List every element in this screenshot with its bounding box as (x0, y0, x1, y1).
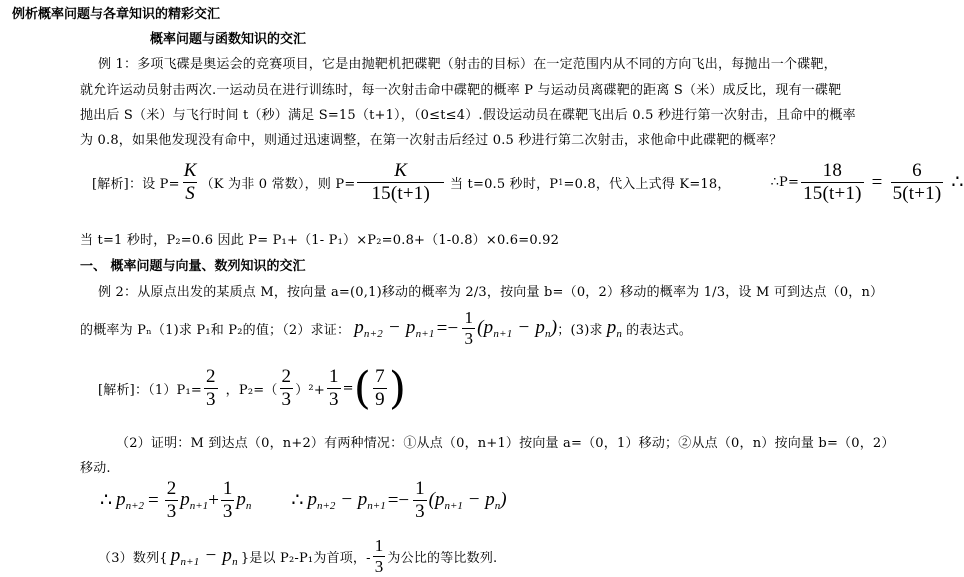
subscript: 1 (558, 178, 564, 187)
frac-num: 2 (205, 366, 216, 387)
part3-c: 为公比的等比数列. (387, 551, 498, 566)
therefore-p: ∴P= (770, 175, 800, 190)
solution2-lead: [解析]：（1）P₁= (98, 383, 202, 398)
frac-num: 7 (375, 366, 385, 387)
frac-den: 5(t+1) (892, 183, 942, 204)
frac-den: S (185, 183, 195, 204)
example1-line3: 抛出后 S（米）与飞行时间 t（秒）满足 S=15（t+1），（0≤t≤4）.假设运动员在碟靶飞出后 0.5 秒进行第一次射击，且命中的概率 (80, 108, 856, 123)
fraction-p1 (204, 366, 218, 411)
fraction-h (327, 366, 341, 411)
fraction-18 (801, 160, 864, 205)
example2-line1: 例 2：从原点出发的某质点 M，按向量 a=(0,1)移动的概率为 2/3，按向量 b=（0，2）移动的概率为 1/3，设 M 可到达点（0，n） (98, 285, 884, 300)
solution2-part3: （3）数列{ $p_{n+1} - p_n$ }是以 P₂-P₁为首项，- $\frac{1}{3}$ 为公比的等比数列. (98, 536, 498, 576)
example2-line2-a: 的概率为 Pₙ（1)求 P₁和 P₂的值；（2）求证： (80, 323, 351, 338)
solution2-p2: ，P₂=（ (225, 383, 278, 398)
solution1-lead: [解析]：设 P= (92, 177, 180, 192)
sub-title: 概率问题与函数知识的交汇 (150, 32, 307, 47)
example2-line2-c: 的表达式。 (626, 323, 693, 338)
fraction-ratio (373, 536, 386, 577)
fraction-6 (891, 160, 944, 205)
section2-title: 一、 概率问题与向量、数列知识的交汇 (80, 259, 306, 274)
example2-line2: 的概率为 Pₙ（1)求 P₁和 P₂的值；（2）求证： $p_{n+2} - p_{n+1}$ =− $\frac{1}{3}$ $(p_{n+1} - p_n)$ ；(3)求 $p_n$ 的表达式。 (80, 308, 693, 348)
frac-num: K (183, 160, 197, 181)
fraction-two-thirds (280, 366, 294, 411)
frac-num: K (394, 160, 408, 181)
frac-den: 15(t+1) (803, 183, 862, 204)
solution2-part1: [解析]：（1）P₁= $\frac{2}{3}$ ，P₂=（ $\frac{2}{3}$ ）²+ $\frac{1}{3}$ = ( $\frac{7}{9}$ ) (98, 362, 407, 414)
frac-den: 3 (281, 389, 292, 410)
frac-num: 2 (281, 366, 292, 387)
frac-den: 3 (374, 557, 384, 576)
frac-num: 1 (328, 366, 339, 387)
frac-den: 15(t+1) (357, 182, 444, 205)
frac-den: 3 (328, 389, 339, 410)
solution1-cond-tail: =0.8，代入上式得 K=18， (563, 177, 731, 192)
frac-den: 3 (205, 389, 216, 410)
example1-line2: 就允许运动员射击两次.一运动员在进行训练时，每一次射击命中碟靶的概率 P 与运动员离碟靶的距离 S（米）成反比，现有一碟靶 (80, 83, 842, 98)
fraction-k-over-s (182, 160, 199, 205)
frac-num: 1 (374, 536, 384, 555)
fraction-seven-ninths (373, 366, 387, 411)
equals-sign: = (871, 171, 883, 193)
solution2-equations: ∴ $p_{n+2}$ = $\frac{2}{3}$ $p_{n+1}$ + $\frac{1}{3}$ $p_n$ ∴ $p_{n+2} - p_{n+1}$ =− $\frac{1}{3}$ $(p_{n+1} - p_n)$ (100, 478, 507, 522)
solution2-part2-line2: 移动. (80, 461, 111, 476)
example1-line1: 例 1：多项飞碟是奥运会的竞赛项目，它是由抛靶机把碟靶（射击的目标）在一定范围内从不同的方向飞出，每抛出一个碟靶， (98, 57, 837, 72)
main-title: 例析概率问题与各章知识的精彩交汇 (12, 7, 221, 22)
part3-b: }是以 P₂-P₁为首项，- (240, 551, 371, 566)
solution1-cond: 当 t=0.5 秒时，P (450, 177, 559, 192)
part3-a: （3）数列{ (98, 551, 168, 566)
example2-line2-b: ；(3)求 (557, 323, 603, 338)
frac-num: 6 (912, 160, 922, 181)
solution2-part2-line1: （2）证明：M 到达点（0，n+2）有两种情况：①从点（0，n+1）按向量 a=（0，1）移动；②从点（0，n）按向量 b=（0，2） (116, 436, 895, 451)
frac-den: 9 (375, 389, 385, 410)
solution1-line2: 当 t=1 秒时，P₂=0.6 因此 P= P₁+（1- P₁）×P₂=0.8+（1-0.8）×0.6=0.92 (80, 233, 560, 248)
example1-line4: 为 0.8，如果他发现没有命中，则通过迅速调整，在第一次射击后经过 0.5 秒进行第二次射击，求他命中此碟靶的概率？ (80, 133, 783, 148)
solution1-formula-line (92, 160, 964, 205)
therefore-end: ∴ (951, 172, 964, 193)
fraction-k-over-15t (357, 160, 444, 205)
solution1-note: （K 为非 0 常数），则 P= (200, 177, 356, 192)
frac-num: 18 (822, 160, 843, 181)
fraction-one-third: $\frac{1}{3}$ (464, 308, 474, 348)
